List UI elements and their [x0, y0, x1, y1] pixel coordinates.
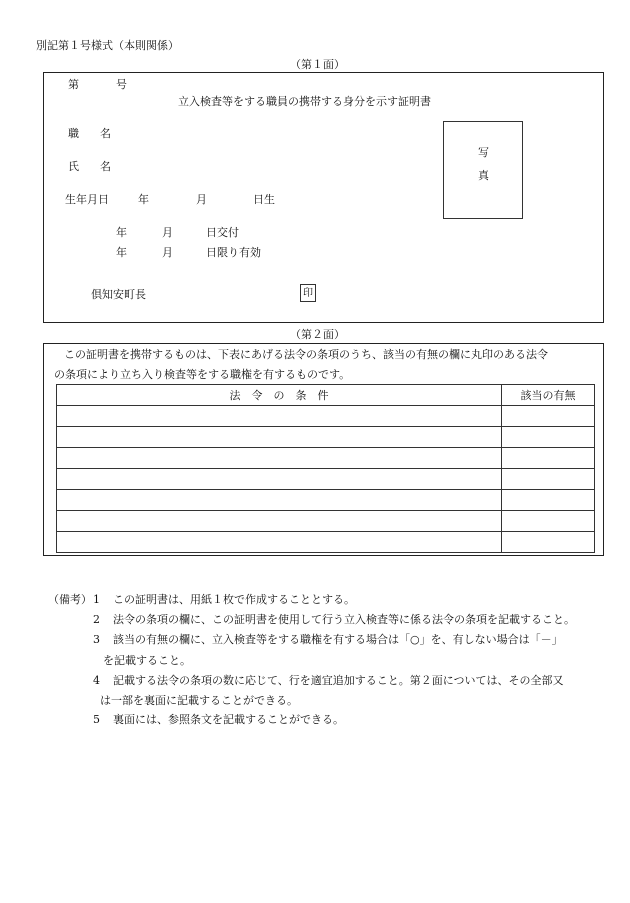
note-number: 4 [93, 674, 100, 687]
col-header-conditions: 法 令 の 条 件 [57, 385, 502, 406]
side1-caption: （第１面） [290, 58, 345, 71]
birth-year: 年 [138, 193, 149, 206]
number-go: 号 [116, 78, 127, 91]
side2-intro-line1: この証明書を携帯するものは、下表にあげる法令の条項のうち、該当の有無の欄に丸印のある法令 [64, 348, 548, 361]
number-dai: 第 [68, 78, 79, 91]
cell-condition [57, 511, 502, 532]
certificate-title: 立入検査等をする職員の携帯する身分を示す証明書 [178, 95, 431, 108]
cell-condition [57, 532, 502, 553]
photo-label-2: 真 [478, 169, 489, 182]
birth-day: 日生 [253, 193, 275, 206]
issue-year: 年 [116, 226, 127, 239]
issue-day: 日交付 [206, 226, 239, 239]
table-row [57, 511, 595, 532]
cell-condition [57, 448, 502, 469]
cell-condition [57, 469, 502, 490]
cell-condition [57, 406, 502, 427]
conditions-table [56, 384, 595, 553]
cell-applicable [502, 448, 595, 469]
cell-applicable [502, 490, 595, 511]
valid-day: 日限り有効 [206, 246, 261, 259]
note-text: 該当の有無の欄に、立入検査等をする職権を有する場合は「○」を、有しない場合は「－」 [113, 633, 563, 646]
cell-applicable [502, 406, 595, 427]
note-text: 法令の条項の欄に、この証明書を使用して行う立入検査等に係る法令の条項を記載すること。 [113, 613, 575, 626]
issue-month: 月 [162, 226, 173, 239]
note-number: 5 [93, 713, 100, 726]
table-row [57, 490, 595, 511]
note-number: 2 [93, 613, 100, 626]
cell-applicable [502, 427, 595, 448]
note-text: 裏面には、参照条文を記載することができる。 [113, 713, 344, 726]
table-row [57, 448, 595, 469]
cell-applicable [502, 532, 595, 553]
photo-label-1: 写 [478, 146, 489, 159]
col-header-applicable: 該当の有無 [502, 385, 595, 406]
cell-applicable [502, 511, 595, 532]
cell-applicable [502, 469, 595, 490]
note-number: 1 [93, 593, 100, 606]
note-text: この証明書は、用紙１枚で作成することとする。 [113, 593, 355, 606]
notes-label: （備考） [48, 593, 92, 606]
table-row [57, 406, 595, 427]
table-row [57, 532, 595, 553]
seal-mark: 印 [300, 284, 316, 302]
shokumei-label-2: 名 [100, 127, 111, 140]
shimei-label-2: 名 [100, 160, 111, 173]
side2-intro-line2: の条項により立ち入り検査等をする職権を有するものです。 [54, 368, 351, 381]
shokumei-label-1: 職 [68, 127, 79, 140]
birth-month: 月 [196, 193, 207, 206]
table-row [57, 469, 595, 490]
table-row [57, 427, 595, 448]
note-continuation: は一部を裏面に記載することができる。 [100, 694, 298, 707]
form-label: 別記第１号様式（本則関係） [36, 39, 179, 52]
note-number: 3 [93, 633, 100, 646]
valid-month: 月 [162, 246, 173, 259]
cell-condition [57, 427, 502, 448]
shimei-label-1: 氏 [68, 160, 79, 173]
note-text: 記載する法令の条項の数に応じて、行を適宜追加すること。第２面については、その全部又 [113, 674, 564, 687]
side2-caption: （第２面） [290, 328, 345, 341]
birthdate-label: 生年月日 [65, 193, 109, 206]
note-continuation: を記載すること。 [103, 654, 191, 667]
valid-year: 年 [116, 246, 127, 259]
cell-condition [57, 490, 502, 511]
issuer-name: 倶知安町長 [91, 288, 146, 301]
